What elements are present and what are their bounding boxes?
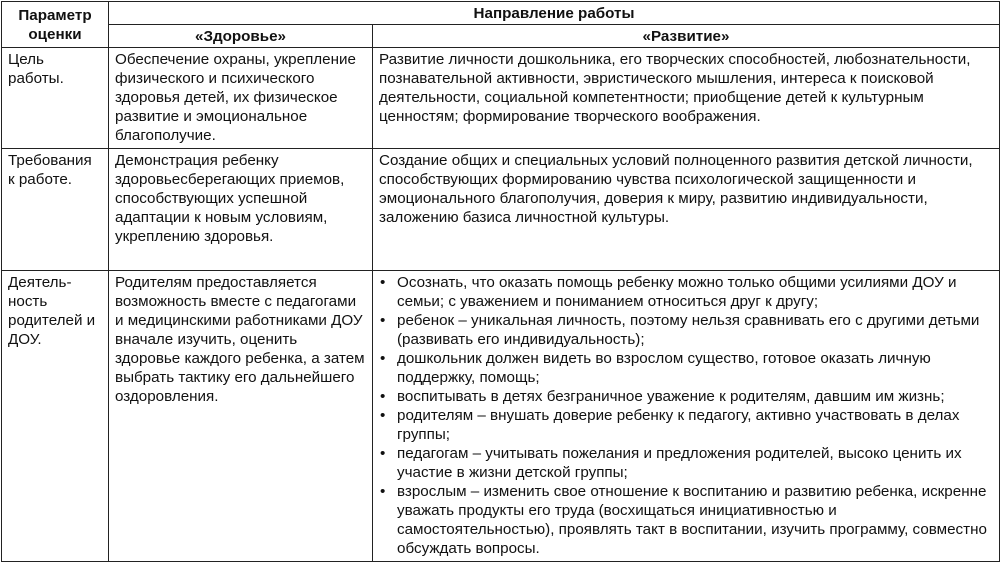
development-cell: Развитие личности дошкольника, его творческих способностей, любознательности, познавательной активности, эвристического мышления, интереса к поисковой деятельности, социальной компетентности; приобщение детей к культурным ценностям; формирование творческого воображения. (373, 48, 1000, 149)
param-cell: Деятель-ность родителей и ДОУ. (2, 271, 109, 562)
header-direction: Направление работы (109, 2, 1000, 25)
param-cell: Требования к работе. (2, 149, 109, 271)
subheader-row (2, 25, 1000, 48)
development-cell (373, 271, 1000, 562)
list-item: • дошкольник должен видеть во взрослом существо, готовое оказать личную поддержку, помощь; (379, 349, 993, 387)
header-param: Параметр оценки (2, 2, 109, 48)
work-directions-table (1, 1, 1000, 562)
header-row (2, 2, 1000, 25)
list-item: • родителям – внушать доверие ребенку к педагогу, активно участвовать в делах группы; (379, 406, 993, 444)
development-list (379, 273, 993, 558)
table-row-goal (2, 48, 1000, 149)
health-cell: Родителям предоставляется возможность вместе с педагогами и медицинскими работниками ДОУ вначале изучить, оценить здоровье каждого ребенка, а затем выбрать тактику его дальнейшего оздоровления. (109, 271, 373, 562)
list-item: • воспитывать в детях безграничное уважение к родителям, давшим им жизнь; (379, 387, 993, 406)
list-item: • взрослым – изменить свое отношение к воспитанию и развитию ребенка, искренне уважать продукты его труда (восхищаться инициативностью и самостоятельностью), проявлять такт в воспитании, изучить программу, совместно обсуждать вопросы. (379, 482, 993, 558)
health-cell: Демонстрация ребенку здоровьесберегающих приемов, способствующих успешной адаптации к новым условиям, укреплению здоровья. (109, 149, 373, 271)
development-cell: Создание общих и специальных условий полноценного развития детской личности, способствующих формированию чувства психологической защищенности и эмоционального благополучия, доверия к миру, развитию индивидуальности, заложению базиса личностной культуры. (373, 149, 1000, 271)
table-row-activity (2, 271, 1000, 562)
health-cell: Обеспечение охраны, укрепление физического и психического здоровья детей, их физическое развитие и эмоциональное благополучие. (109, 48, 373, 149)
param-cell: Цель работы. (2, 48, 109, 149)
header-health: «Здоровье» (109, 25, 373, 48)
table-row-requirements (2, 149, 1000, 271)
header-development: «Развитие» (373, 25, 1000, 48)
list-item: • ребенок – уникальная личность, поэтому нельзя сравнивать его с другими детьми (развивать его индивидуальность); (379, 311, 993, 349)
list-item: • педагогам – учитывать пожелания и предложения родителей, высоко ценить их участие в жизни детской группы; (379, 444, 993, 482)
list-item: • Осознать, что оказать помощь ребенку можно только общими усилиями ДОУ и семьи; с уважением и пониманием относиться друг к другу; (379, 273, 993, 311)
